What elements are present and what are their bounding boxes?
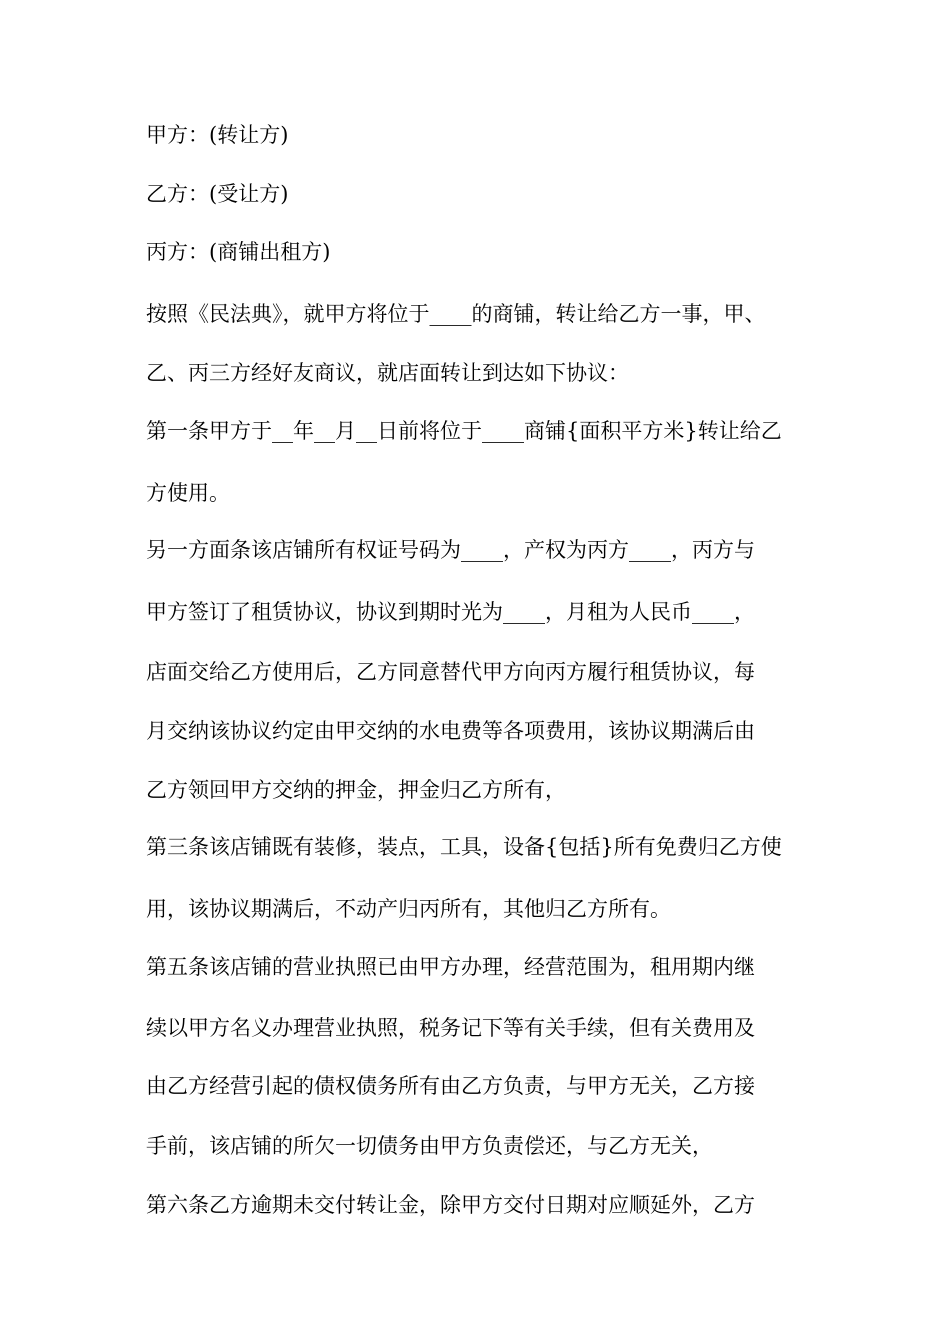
- text-line-article-1-b: 方使用。: [146, 481, 230, 505]
- text-line-party-a: 甲方：(转让方): [146, 123, 289, 147]
- text-line-article-5-b: 续以甲方名义办理营业执照，税务记下等有关手续，但有关费用及: [146, 1016, 755, 1040]
- text-line-article-2-b: 甲方签订了租赁协议，协议到期时光为____，月租为人民币____，: [146, 600, 755, 624]
- text-line-article-3-b: 用，该协议期满后，不动产归丙所有，其他归乙方所有。: [146, 897, 671, 921]
- text-line-article-5-a: 第五条该店铺的营业执照已由甲方办理，经营范围为，租用期内继: [146, 955, 755, 979]
- text-line-article-3-a: 第三条该店铺既有装修，装点，工具，设备{包括}所有免费归乙方使: [146, 835, 782, 859]
- text-line-party-b: 乙方：(受让方): [146, 182, 289, 206]
- text-line-article-5-d: 手前，该店铺的所欠一切债务由甲方负责偿还，与乙方无关，: [146, 1134, 713, 1158]
- text-line-article-5-c: 由乙方经营引起的债权债务所有由乙方负责，与甲方无关，乙方接: [146, 1074, 755, 1098]
- text-line-article-1-a: 第一条甲方于__年__月__日前将位于____商铺{面积平方米}转让给乙: [146, 419, 782, 443]
- text-line-preamble-2: 乙、丙三方经好友商议，就店面转让到达如下协议：: [146, 361, 629, 385]
- text-line-article-2-a: 另一方面条该店铺所有权证号码为____，产权为丙方____，丙方与: [146, 538, 755, 562]
- text-line-article-6-a: 第六条乙方逾期未交付转让金，除甲方交付日期对应顺延外，乙方: [146, 1193, 755, 1217]
- text-line-party-c: 丙方：(商铺出租方): [146, 240, 331, 264]
- text-line-article-2-d: 月交纳该协议约定由甲交纳的水电费等各项费用，该协议期满后由: [146, 719, 755, 743]
- text-line-article-2-e: 乙方领回甲方交纳的押金，押金归乙方所有，: [146, 778, 566, 802]
- text-line-article-2-c: 店面交给乙方使用后，乙方同意替代甲方向丙方履行租赁协议，每: [146, 660, 755, 684]
- text-line-preamble-1: 按照《民法典》，就甲方将位于____的商铺，转让给乙方一事，甲、: [146, 302, 766, 326]
